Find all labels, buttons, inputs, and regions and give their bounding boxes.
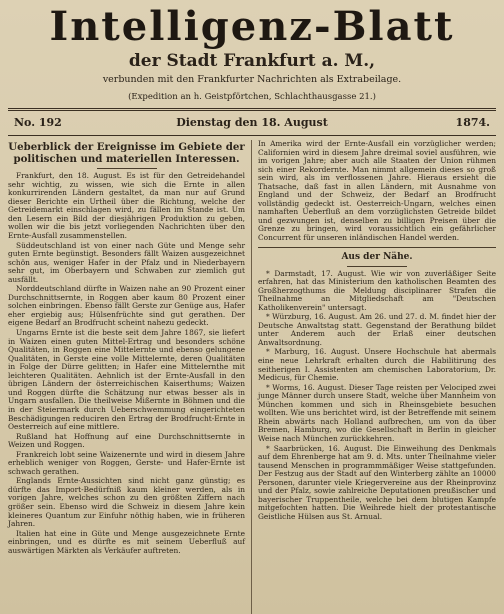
article-paragraph: Norddeutschland dürfte in Waizen nahe an 90 Prozent einer Durchschnittsernte, in Roggen aber kaum 80 Prozent einer solchen einbringen. Ebenso fällt Gerste zur Genüge aus, Hafer eher ergiebig aus; Hülsenfrüchte sind gut gerathen. Der eigene Bedarf an Brodfrucht scheint nahezu gedeckt. [8,284,245,328]
masthead-tagline: verbunden mit den Frankfurter Nachrichten als Extrabeilage. [102,74,402,85]
article-paragraph: Ungarns Ernte ist die beste seit dem Jahre 1867, sie liefert in Waizen einen guten Mittel-Ertrag und besonders schöne Qualitäten, in Roggen eine Mittelernte und ebenso gelungene Qualitäten, in Gerste eine volle Mittelernte, deren Qualitäten in Folge der Dürre gelitten; in Hafer eine Mittelernthe mit leichteren Qualitäten. Aehnlich ist der Ernte-Ausfall in den übrigen Ländern der österreichischen Kaiserthums; Waizen und Roggen dürfte die Schätzung nur etwas besser als in Ungarn ausfallen. Die theilweise Mißernte in Böhmen und die in der Steiermark durch Ueberschwemmung eingerichteten Beschädigungen reduciren den Ertrag der Brodfrucht-Ernte in Oesterreich auf eine mittlere. [8,328,245,432]
column-separator [251,140,252,614]
divider-info-bottom [8,135,496,136]
issue-number: No. 192 [14,116,62,129]
article-paragraph: In Amerika wird der Ernte-Ausfall ein vorzüglicher werden; Californien wird in diesem Jahre dreimal soviel ausführen, wie im vorigen Jahre; aber auch alle Staaten der Union rühmen sich einer Rekordernte. Man nimmt allgemein dieses so groß sein wird, als im verflossenen Jahre. Hieraus ersieht die Thatsache, daß fast in allen Ländern, mit Ausnahme von England und der Schweiz, der Bedarf an Brodfrucht vollständig gedeckt ist. Oesterreich-Ungarn, welches einen namhaften Ueberfluß an dem vorzüglichsten Getreide bildet und gezwungen ist, denselben zu billigen Preisen über die Grenze zu bringen, wird voraussichtlich ein gefährlicher Concurrent für unseren inländischen Handel werden. [258,139,496,243]
news-item: * Marburg, 16. August. Unsere Hochschule hat abermals eine neue Lehrkraft erhalten durch die Habilitirung des seitherigen I. Assistenten am chemischen Laboratorium, Dr. Medicus, für Chemie. [258,347,496,383]
article-paragraph: Süddeutschland ist von einer nach Güte und Menge sehr guten Ernte begünstigt. Besonders fällt Waizen ausgezeichnet schön aus, weniger Hafer in der Pfalz und in Niederbayern sehr gut, im Oberbayern und Schwaben zur ziemlich gut ausfällt. [8,240,245,284]
masthead-subtitle: der Stadt Frankfurt a. M., [128,51,376,71]
article-heading: Ueberblick der Ereignisse im Gebiete der politischen und materiellen Interessen. [8,141,245,165]
news-item: * Würzburg, 16. August. Am 26. und 27. d. M. findet hier der Deutsche Anwaltstag statt. Gegenstand der Berathung bildet unter Anderem auch der Erlaß einer deutschen Anwaltsordnung. [258,312,496,347]
heading-divider [97,168,157,169]
left-column [8,140,245,556]
news-item: * Worms, 16. August. Dieser Tage reisten per Velociped zwei junge Männer durch unsere Stadt, welche über Mannheim von München kommen und sich in Rheinsgebiete besuchen wollten. Wie uns berichtet wird, ist der Betreffende mit seinem Rhein abwärts nach Holland aufbrechen, um von da über Bremen, Hamburg, wo die Gesellschaft in Berlin in gleicher Weise nach München zurückkehren. [258,382,496,443]
article-paragraph: Englands Ernte-Aussichten sind nicht ganz günstig; es dürfte das Import-Bedürfniß kaum kleiner werden, als in vorigen Jahre, welches schon zu den größten Ziffern nach größer sein. Ebenso wird die Schweiz in diesem Jahre kein kleineres Quantum zur Einfuhr nöthig haben, wie in früheren Jahren. [8,476,245,529]
article-paragraph: Frankreich lobt seine Waizenernte und wird in diesem Jahre erheblich weniger von Roggen, Gerste- und Hafer-Ernte ist schwach gerathen. [8,449,245,476]
masthead-title: Intelligenz-Blatt [49,3,455,50]
divider-top-double [8,110,496,111]
divider-top [8,108,496,109]
right-column [258,140,496,522]
issue-date: Dienstag den 18. August [176,116,328,129]
issue-year: 1874. [455,116,490,129]
article-paragraph: Rußland hat Hoffnung auf eine Durchschnittsernte in Weizen und Roggen. [8,431,245,450]
article-paragraph: Italien hat eine in Güte und Menge ausgezeichnete Ernte einbringen, und es dürfte es mit seinem Ueberfluß auf auswärtigen Märkten als Verkäufer auftreten. [8,528,245,555]
issue-info-bar [14,114,490,132]
masthead-expedition: (Expedition an h. Geistpförtchen, Schlachthausgasse 21.) [128,92,376,102]
section-divider [258,247,496,248]
news-item: * Darmstadt, 17. August. Wie wir von zuverläßiger Seite erfahren, hat das Ministerium den katholischen Beamten des Großherzogthums die Meldung disciplinarer Strafen die Theilnahme an Mitgliedschaft am "Deutschen Katholikenverein" untersagt. [258,268,496,312]
heading-divider [347,266,407,267]
section-heading: Aus der Nähe. [341,251,413,262]
news-item: * Saarbrücken, 16. August. Die Einweihung des Denkmals auf dem Ehrenberge hat am 9. d. Mts. unter Theilnahme vieler tausend Menschen in programmmäßiger Weise stattgefunden. Der Festzug aus der Stadt auf den Winterberg zählte an 10000 Personen, darunter viele Kriegervereine aus der Rheinprovinz und der Pfalz, sowie zahlreiche Deputationen preußischer und bayerischer Truppentheile, welche bei dem blutigen Kampfe mitgefochten hatten. Die Weihrede hielt der protestantische Geistliche Hülsen aus St. Arnual. [258,443,496,521]
article-paragraph: Frankfurt, den 18. August. Es ist für den Getreidehandel sehr wichtig, zu wissen, wie sich die Ernte in allen konkurrirenden Ländern gestaltet, da man nur auf Grund dieser Berichte ein Urtheil über die Richtung, welche der Getreidemarkt einschlagen wird, zu fällen im Stande ist. Um den Lesern ein Bild der diesjährigen Produktion zu geben, wollen wir die bis jetzt vorliegenden Nachrichten über den Ernte-Ausfall zusammenstellen. [8,171,245,241]
